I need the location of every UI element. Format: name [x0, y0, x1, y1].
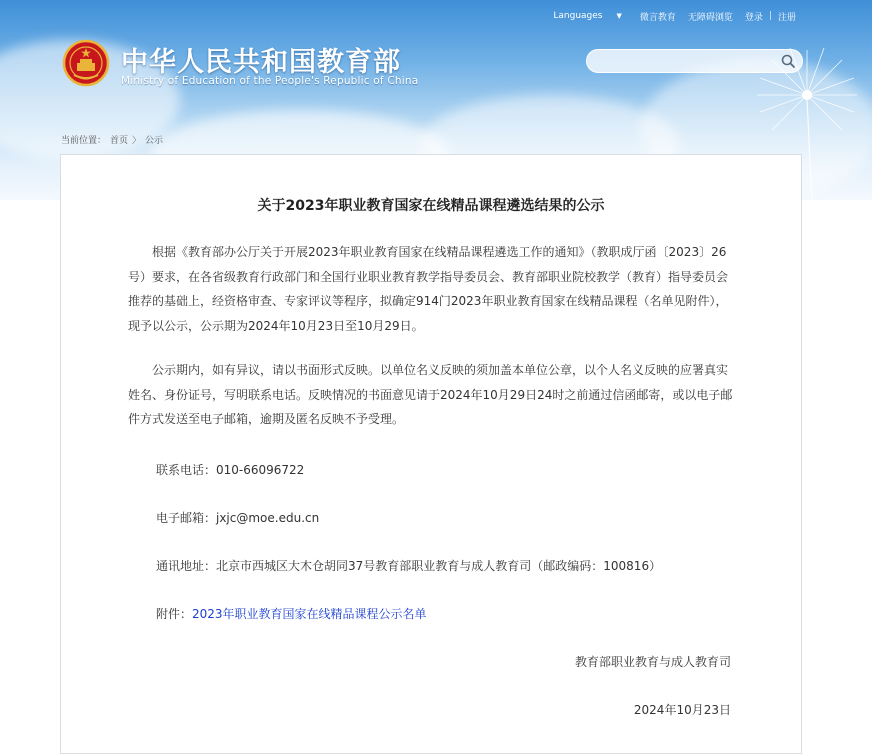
- nav-divider: |: [768, 11, 772, 21]
- register-link[interactable]: 注册: [777, 12, 796, 23]
- site-subtitle: Ministry of Education of the People's Republic of China: [121, 75, 419, 87]
- languages-link[interactable]: Languages ▼: [541, 11, 634, 21]
- breadcrumb-separator: 〉: [132, 136, 142, 146]
- contact-phone: 联系电话：010-66096722: [156, 463, 305, 477]
- login-link[interactable]: 登录: [744, 12, 763, 23]
- article-card: [60, 154, 802, 754]
- publish-date: 2024年10月23日: [633, 703, 731, 717]
- breadcrumb-label: 当前位置：: [61, 136, 107, 146]
- contact-address: 通讯地址：北京市西城区大木仓胡同37号教育部职业教育与成人教育司（邮政编码：100816）: [156, 559, 662, 573]
- article-paragraph: 公示期内，如有异议，请以书面形式反映。以单位名义反映的须加盖本单位公章，以个人名义反映的应署真实姓名、身份证号，写明联系电话。反映情况的书面意见请于2024年10月29日24时之前通过信函邮寄，或以电子邮件方式发送至电子邮箱，逾期及匿名反映不予受理。: [128, 363, 733, 426]
- accessibility-link[interactable]: 无障碍浏览: [687, 12, 733, 23]
- weibo-link[interactable]: 微言教育: [639, 12, 676, 23]
- search-icon[interactable]: [780, 53, 796, 69]
- breadcrumb-current[interactable]: 公示: [145, 136, 164, 146]
- attachment-label: 附件：: [156, 607, 193, 621]
- article-paragraph: 根据《教育部办公厅关于开展2023年职业教育国家在线精品课程遴选工作的通知》（教职成厅函〔2023〕26号）要求，在各省级教育行政部门和全国行业职业教育教学指导委员会、教育部职业院校教学（教育）指导委员会推荐的基础上，经资格审查、专家评议等程序，拟确定914门2023年职业教育国家在线精品课程（名单见附件），现予以公示，公示期为2024年10月23日至10月29日。: [128, 245, 729, 333]
- signer: 教育部职业教育与成人教育司: [574, 655, 731, 669]
- search-box: [586, 49, 803, 73]
- contact-email: 电子邮箱：jxjc@moe.edu.cn: [156, 511, 320, 525]
- national-emblem-icon: [62, 39, 110, 87]
- top-nav: [541, 9, 802, 23]
- chevron-down-icon: ▼: [616, 12, 622, 20]
- attachment-line: [156, 605, 427, 622]
- site-title[interactable]: 中华人民共和国教育部: [121, 47, 401, 78]
- search-input[interactable]: [597, 53, 771, 71]
- breadcrumb: [61, 133, 167, 146]
- article-title: 关于2023年职业教育国家在线精品课程遴选结果的公示: [257, 198, 605, 214]
- attachment-link[interactable]: 2023年职业教育国家在线精品课程公示名单: [192, 607, 427, 621]
- breadcrumb-home[interactable]: 首页: [110, 136, 129, 146]
